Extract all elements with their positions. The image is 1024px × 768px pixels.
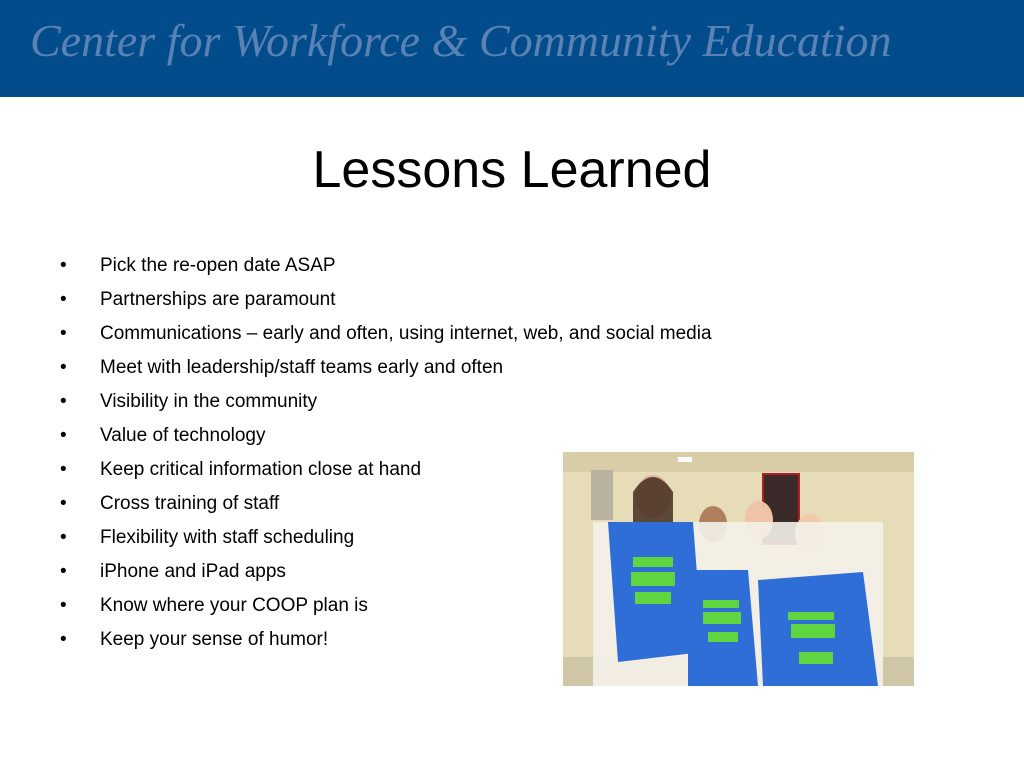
- header-banner: [0, 0, 1024, 97]
- bullet-icon: •: [60, 493, 67, 514]
- bullet-icon: •: [60, 255, 67, 276]
- list-item: • Flexibility with staff scheduling: [60, 524, 960, 558]
- bullet-icon: •: [60, 357, 67, 378]
- list-item: • Keep critical information close at hand: [60, 456, 960, 490]
- bullet-icon: •: [60, 595, 67, 616]
- bullet-icon: •: [60, 289, 67, 310]
- bullet-icon: •: [60, 527, 67, 548]
- list-item: • Value of technology: [60, 422, 960, 456]
- bullet-icon: •: [60, 561, 67, 582]
- list-item: • Meet with leadership/staff teams early and often: [60, 354, 960, 388]
- bullet-icon: •: [60, 425, 67, 446]
- bullet-icon: •: [60, 391, 67, 412]
- bullet-icon: •: [60, 323, 67, 344]
- list-item: • Cross training of staff: [60, 490, 960, 524]
- list-item: • Keep your sense of humor!: [60, 626, 960, 660]
- bullet-icon: •: [60, 459, 67, 480]
- slide-title: Lessons Learned: [312, 141, 712, 199]
- list-item: • Know where your COOP plan is: [60, 592, 960, 626]
- banner-title: Center for Workforce & Community Education: [30, 15, 892, 66]
- list-item: • Visibility in the community: [60, 388, 960, 422]
- list-item: • Communications – early and often, using internet, web, and social media: [60, 320, 960, 354]
- list-item: • iPhone and iPad apps: [60, 558, 960, 592]
- list-item: • Pick the re-open date ASAP: [60, 252, 960, 286]
- list-item: • Partnerships are paramount: [60, 286, 960, 320]
- bullet-icon: •: [60, 629, 67, 650]
- group-photo: [563, 452, 914, 686]
